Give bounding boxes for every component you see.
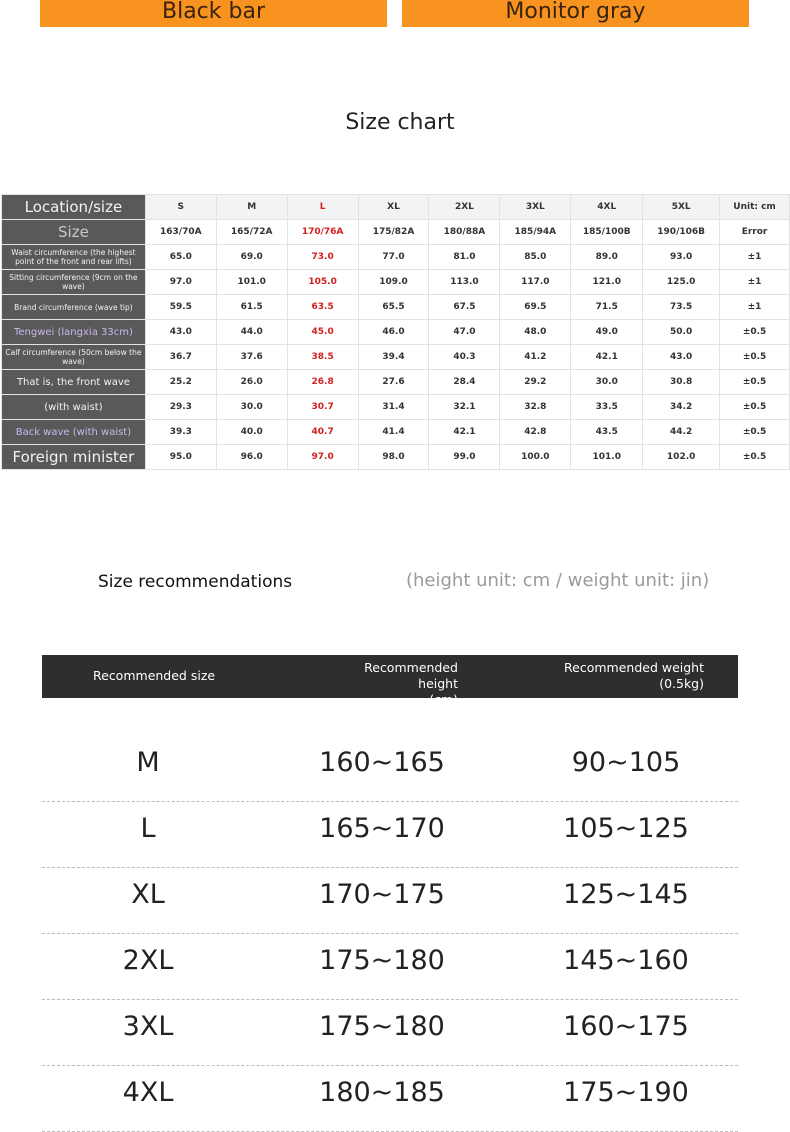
size-chart-row: [2, 245, 790, 270]
measurement-value: 50.0: [643, 320, 720, 345]
size-column-header: S: [145, 195, 216, 220]
error-tolerance: ±1: [720, 270, 790, 295]
unit-note: (height unit: cm / weight unit: jin): [406, 570, 710, 591]
size-chart-row: [2, 270, 790, 295]
measurement-value: 125.0: [643, 270, 720, 295]
measurement-value: 61.5: [216, 295, 287, 320]
measurement-value: 109.0: [358, 270, 429, 295]
measurement-value: 30.8: [643, 370, 720, 395]
measurement-label: Foreign minister: [2, 445, 146, 470]
measurement-value: 67.5: [429, 295, 500, 320]
measurement-value: 43.0: [145, 320, 216, 345]
recommended-weight-header: [563, 660, 704, 692]
recommended-height-value: 175~180: [319, 945, 445, 976]
recommended-size-value: XL: [131, 879, 165, 910]
recommended-weight-value: 175~190: [563, 1077, 689, 1108]
tab-black-bar[interactable]: Black bar: [40, 0, 387, 27]
measurement-value: 48.0: [500, 320, 571, 345]
measurement-value: 190/106B: [643, 220, 720, 245]
size-recommendations-heading: Size recommendations: [98, 572, 293, 592]
measurement-value: 33.5: [571, 395, 643, 420]
measurement-value: 185/100B: [571, 220, 643, 245]
measurement-value: 26.8: [287, 370, 358, 395]
size-chart-row: [2, 295, 790, 320]
error-tolerance: ±1: [720, 295, 790, 320]
measurement-value: 101.0: [571, 445, 643, 470]
measurement-value: 44.0: [216, 320, 287, 345]
recommended-size-value: 2XL: [122, 945, 174, 976]
error-tolerance: ±0.5: [720, 345, 790, 370]
measurement-label: Waist circumference (the highest point of the front and rear lifts): [2, 245, 146, 270]
measurement-value: 41.2: [500, 345, 571, 370]
error-tolerance: ±0.5: [720, 395, 790, 420]
measurement-value: 28.4: [429, 370, 500, 395]
measurement-value: 71.5: [571, 295, 643, 320]
measurement-value: 39.3: [145, 420, 216, 445]
measurement-label: Calf circumference (50cm below the wave): [2, 345, 146, 370]
measurement-value: 99.0: [429, 445, 500, 470]
recommended-size-value: 3XL: [122, 1011, 174, 1042]
recommendation-row: [42, 999, 738, 1066]
measurement-value: 39.4: [358, 345, 429, 370]
height-header-line1: Recommended height: [364, 660, 458, 691]
weight-header-line2: (0.5kg): [659, 676, 704, 691]
measurement-value: 36.7: [145, 345, 216, 370]
recommended-height-value: 170~175: [319, 879, 445, 910]
measurement-value: 105.0: [287, 270, 358, 295]
measurement-value: 44.2: [643, 420, 720, 445]
measurement-value: 49.0: [571, 320, 643, 345]
measurement-value: 32.8: [500, 395, 571, 420]
measurement-value: 69.5: [500, 295, 571, 320]
measurement-value: 163/70A: [145, 220, 216, 245]
measurement-value: 26.0: [216, 370, 287, 395]
measurement-value: 165/72A: [216, 220, 287, 245]
measurement-label: Size: [2, 220, 146, 245]
measurement-value: 65.0: [145, 245, 216, 270]
size-chart-row: [2, 445, 790, 470]
measurement-value: 89.0: [571, 245, 643, 270]
recommended-height-value: 175~180: [319, 1011, 445, 1042]
measurement-value: 175/82A: [358, 220, 429, 245]
recommended-weight-value: 160~175: [563, 1011, 689, 1042]
measurement-value: 38.5: [287, 345, 358, 370]
recommended-weight-value: 105~125: [563, 813, 689, 844]
measurement-value: 63.5: [287, 295, 358, 320]
recommendation-row: [42, 1065, 738, 1132]
size-chart-row: [2, 345, 790, 370]
recommended-height-value: 165~170: [319, 813, 445, 844]
measurement-value: 77.0: [358, 245, 429, 270]
measurement-value: 81.0: [429, 245, 500, 270]
size-chart-row: [2, 420, 790, 445]
error-tolerance: ±1: [720, 245, 790, 270]
measurement-value: 29.3: [145, 395, 216, 420]
measurement-value: 31.4: [358, 395, 429, 420]
size-chart-title: Size chart: [345, 110, 455, 135]
measurement-label: Tengwei (langxia 33cm): [2, 320, 146, 345]
recommended-size-value: 4XL: [122, 1077, 174, 1108]
measurement-value: 40.0: [216, 420, 287, 445]
measurement-value: 65.5: [358, 295, 429, 320]
measurement-value: 30.7: [287, 395, 358, 420]
error-tolerance: ±0.5: [720, 370, 790, 395]
measurement-value: 42.1: [429, 420, 500, 445]
measurement-value: 34.2: [643, 395, 720, 420]
error-tolerance: ±0.5: [720, 445, 790, 470]
size-chart-row: [2, 370, 790, 395]
measurement-value: 59.5: [145, 295, 216, 320]
size-column-header: 5XL: [643, 195, 720, 220]
measurement-value: 43.0: [643, 345, 720, 370]
measurement-value: 42.8: [500, 420, 571, 445]
measurement-value: 101.0: [216, 270, 287, 295]
size-chart-header-row: [2, 195, 790, 220]
measurement-value: 47.0: [429, 320, 500, 345]
recommendation-header-bar: [42, 655, 738, 707]
size-chart-row: [2, 320, 790, 345]
measurement-value: 113.0: [429, 270, 500, 295]
size-column-header: 2XL: [429, 195, 500, 220]
recommended-height-value: 180~185: [319, 1077, 445, 1108]
measurement-value: 40.3: [429, 345, 500, 370]
tab-monitor-gray[interactable]: Monitor gray: [402, 0, 749, 27]
measurement-value: 40.7: [287, 420, 358, 445]
size-column-header: 4XL: [571, 195, 643, 220]
measurement-value: 180/88A: [429, 220, 500, 245]
location-size-header: Location/size: [2, 195, 146, 220]
measurement-label: Sitting circumference (9cm on the wave): [2, 270, 146, 295]
recommended-height-header: [332, 660, 458, 708]
measurement-label: Back wave (with waist): [2, 420, 146, 445]
measurement-value: 45.0: [287, 320, 358, 345]
recommendation-row: [42, 801, 738, 868]
measurement-value: 27.6: [358, 370, 429, 395]
measurement-value: 32.1: [429, 395, 500, 420]
measurement-value: 69.0: [216, 245, 287, 270]
size-column-header: 3XL: [500, 195, 571, 220]
measurement-value: 98.0: [358, 445, 429, 470]
measurement-value: 102.0: [643, 445, 720, 470]
recommended-weight-value: 90~105: [571, 747, 681, 778]
size-column-header: L: [287, 195, 358, 220]
recommended-size-value: M: [136, 747, 160, 778]
measurement-value: 25.2: [145, 370, 216, 395]
measurement-label: Brand circumference (wave tip): [2, 295, 146, 320]
height-header-line2: (cm): [429, 692, 458, 707]
measurement-value: 185/94A: [500, 220, 571, 245]
measurement-value: 100.0: [500, 445, 571, 470]
error-tolerance: ±0.5: [720, 420, 790, 445]
recommended-size-value: L: [140, 813, 156, 844]
size-chart-table: [1, 194, 790, 470]
measurement-value: 121.0: [571, 270, 643, 295]
size-chart-row: [2, 395, 790, 420]
recommended-weight-value: 145~160: [563, 945, 689, 976]
measurement-label: That is, the front wave: [2, 370, 146, 395]
recommended-size-header: Recommended size: [93, 668, 216, 683]
measurement-value: 96.0: [216, 445, 287, 470]
measurement-value: 41.4: [358, 420, 429, 445]
measurement-value: 95.0: [145, 445, 216, 470]
size-column-header: M: [216, 195, 287, 220]
recommended-weight-value: 125~145: [563, 879, 689, 910]
recommendation-row: [42, 933, 738, 1000]
measurement-value: 73.0: [287, 245, 358, 270]
measurement-value: 117.0: [500, 270, 571, 295]
error-tolerance: Error: [720, 220, 790, 245]
measurement-value: 30.0: [216, 395, 287, 420]
size-column-header: XL: [358, 195, 429, 220]
measurement-value: 97.0: [287, 445, 358, 470]
error-tolerance: ±0.5: [720, 320, 790, 345]
measurement-value: 42.1: [571, 345, 643, 370]
size-column-header: Unit: cm: [720, 195, 790, 220]
measurement-value: 73.5: [643, 295, 720, 320]
measurement-value: 43.5: [571, 420, 643, 445]
measurement-value: 93.0: [643, 245, 720, 270]
weight-header-line1: Recommended weight: [564, 660, 704, 675]
measurement-value: 37.6: [216, 345, 287, 370]
measurement-value: 170/76A: [287, 220, 358, 245]
measurement-value: 46.0: [358, 320, 429, 345]
measurement-value: 29.2: [500, 370, 571, 395]
size-chart-row: [2, 220, 790, 245]
recommended-height-value: 160~165: [319, 747, 445, 778]
measurement-value: 97.0: [145, 270, 216, 295]
measurement-value: 30.0: [571, 370, 643, 395]
recommendation-row: [42, 735, 738, 802]
recommendation-row: [42, 867, 738, 934]
measurement-label: (with waist): [2, 395, 146, 420]
measurement-value: 85.0: [500, 245, 571, 270]
